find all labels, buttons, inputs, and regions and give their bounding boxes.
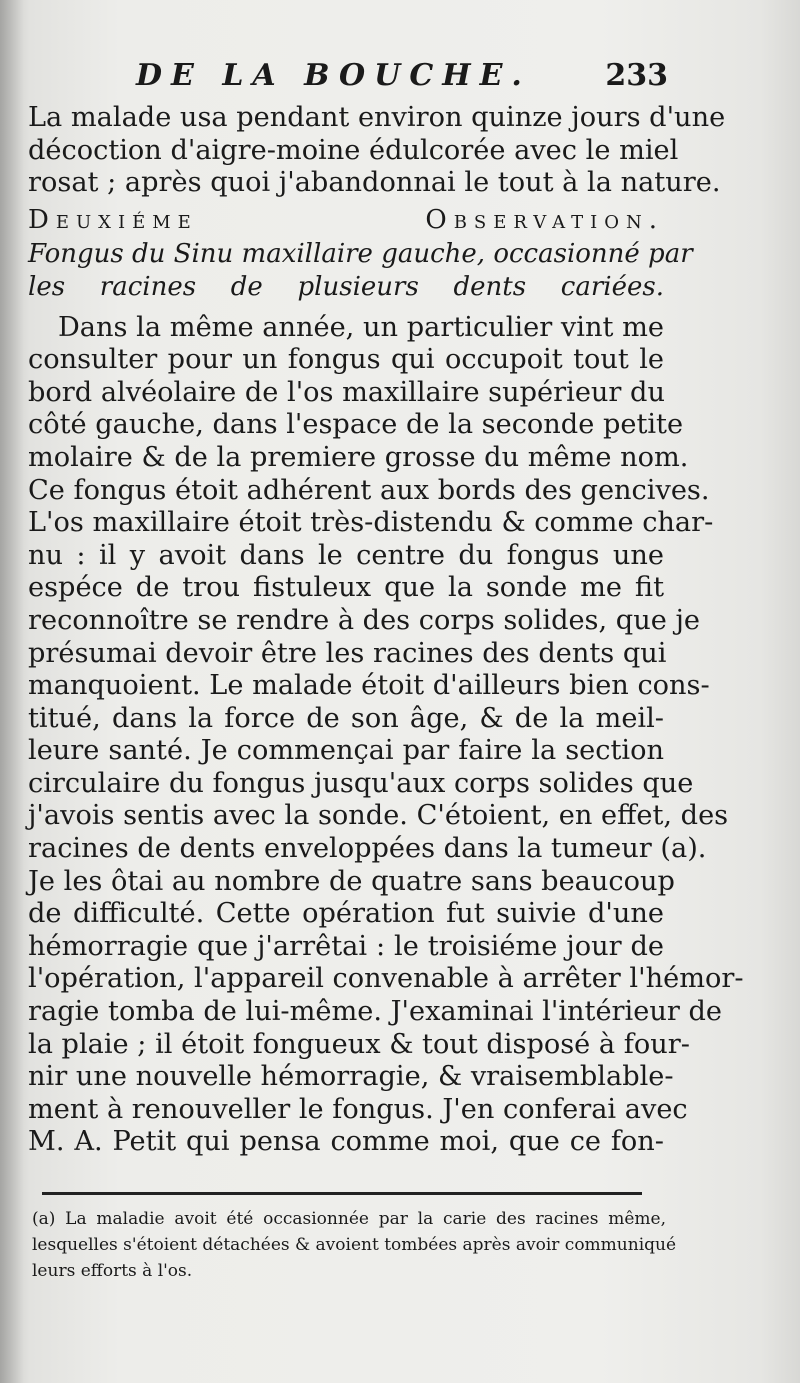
text-line: espéce de trou fistuleux que la sonde me fit bbox=[28, 572, 664, 604]
text-line: Dans la même année, un particulier vint me bbox=[58, 311, 664, 343]
text-line: molaire & de la premiere grosse du même nom. bbox=[28, 441, 689, 473]
text-line: la plaie ; il étoit fongueux & tout disposé à four- bbox=[28, 1028, 690, 1060]
text-line: ragie tomba de lui-même. J'examinai l'intérieur de bbox=[28, 996, 722, 1028]
footnote bbox=[32, 1206, 677, 1284]
text-line: j'avois sentis avec la sonde. C'étoient, en effet, des bbox=[28, 800, 729, 832]
footnote-line: lesquelles s'étoient détachées & avoient tombées après avoir communiqué bbox=[32, 1235, 677, 1255]
running-head: DE LA BOUCHE. bbox=[136, 58, 531, 93]
gutter-shadow bbox=[0, 0, 24, 1383]
section-subtitle: les racines de plusieurs dents cariées. bbox=[28, 271, 664, 302]
text-line: Ce fongus étoit adhérent aux bords des gencives. bbox=[28, 474, 710, 506]
text-line: L'os maxillaire étoit très-distendu & comme char- bbox=[28, 507, 714, 539]
section-subtitle: Fongus du Sinu maxillaire gauche, occasionné par bbox=[28, 239, 693, 270]
text-line: rosat ; après quoi j'abandonnai le tout à la nature. bbox=[28, 167, 721, 199]
text-line: hémorragie que j'arrêtai : le troisiéme jour de bbox=[28, 930, 664, 962]
text-line: M. A. Petit qui pensa comme moi, que ce fon- bbox=[28, 1126, 664, 1158]
text-line: Je les ôtai au nombre de quatre sans beaucoup bbox=[28, 865, 675, 897]
text-line: racines de dents enveloppées dans la tumeur (a). bbox=[28, 833, 707, 865]
text-line: bord alvéolaire de l'os maxillaire supérieur du bbox=[28, 376, 665, 408]
text-line: côté gauche, dans l'espace de la seconde petite bbox=[28, 409, 684, 441]
text-line: de difficulté. Cette opération fut suivie d'une bbox=[28, 898, 664, 930]
text-line: titué, dans la force de son âge, & de la meil- bbox=[28, 702, 664, 734]
section-heading: Deuxiéme Observation. bbox=[28, 204, 664, 235]
text-line: reconnoître se rendre à des corps solides, que je bbox=[28, 604, 700, 636]
text-line: ment à renouveller le fongus. J'en conferai avec bbox=[28, 1093, 688, 1125]
text-line: nu : il y avoit dans le centre du fongus une bbox=[28, 539, 664, 571]
text-line: manquoient. Le malade étoit d'ailleurs bien cons- bbox=[28, 670, 710, 702]
text-line: circulaire du fongus jusqu'aux corps solides que bbox=[28, 767, 694, 799]
page-number: 233 bbox=[605, 58, 668, 93]
text-line: La malade usa pendant environ quinze jours d'une bbox=[28, 102, 726, 133]
text-line: l'opération, l'appareil convenable à arrêter l'hémor- bbox=[28, 963, 744, 995]
text-line: leure santé. Je commençai par faire la section bbox=[28, 735, 664, 767]
footnote-rule bbox=[42, 1192, 642, 1195]
footnote-line: (a) La maladie avoit été occasionnée par la carie des racines même, bbox=[32, 1209, 666, 1229]
text-line: présumai devoir être les racines des dents qui bbox=[28, 637, 667, 669]
text-line: nir une nouvelle hémorragie, & vraisemblable- bbox=[28, 1061, 674, 1093]
body-text bbox=[28, 102, 744, 1159]
footnote-line: leurs efforts à l'os. bbox=[32, 1261, 193, 1281]
text-line: consulter pour un fongus qui occupoit tout le bbox=[28, 344, 664, 376]
page-header bbox=[120, 58, 668, 98]
text-line: décoction d'aigre-moine édulcorée avec le miel bbox=[28, 134, 679, 166]
